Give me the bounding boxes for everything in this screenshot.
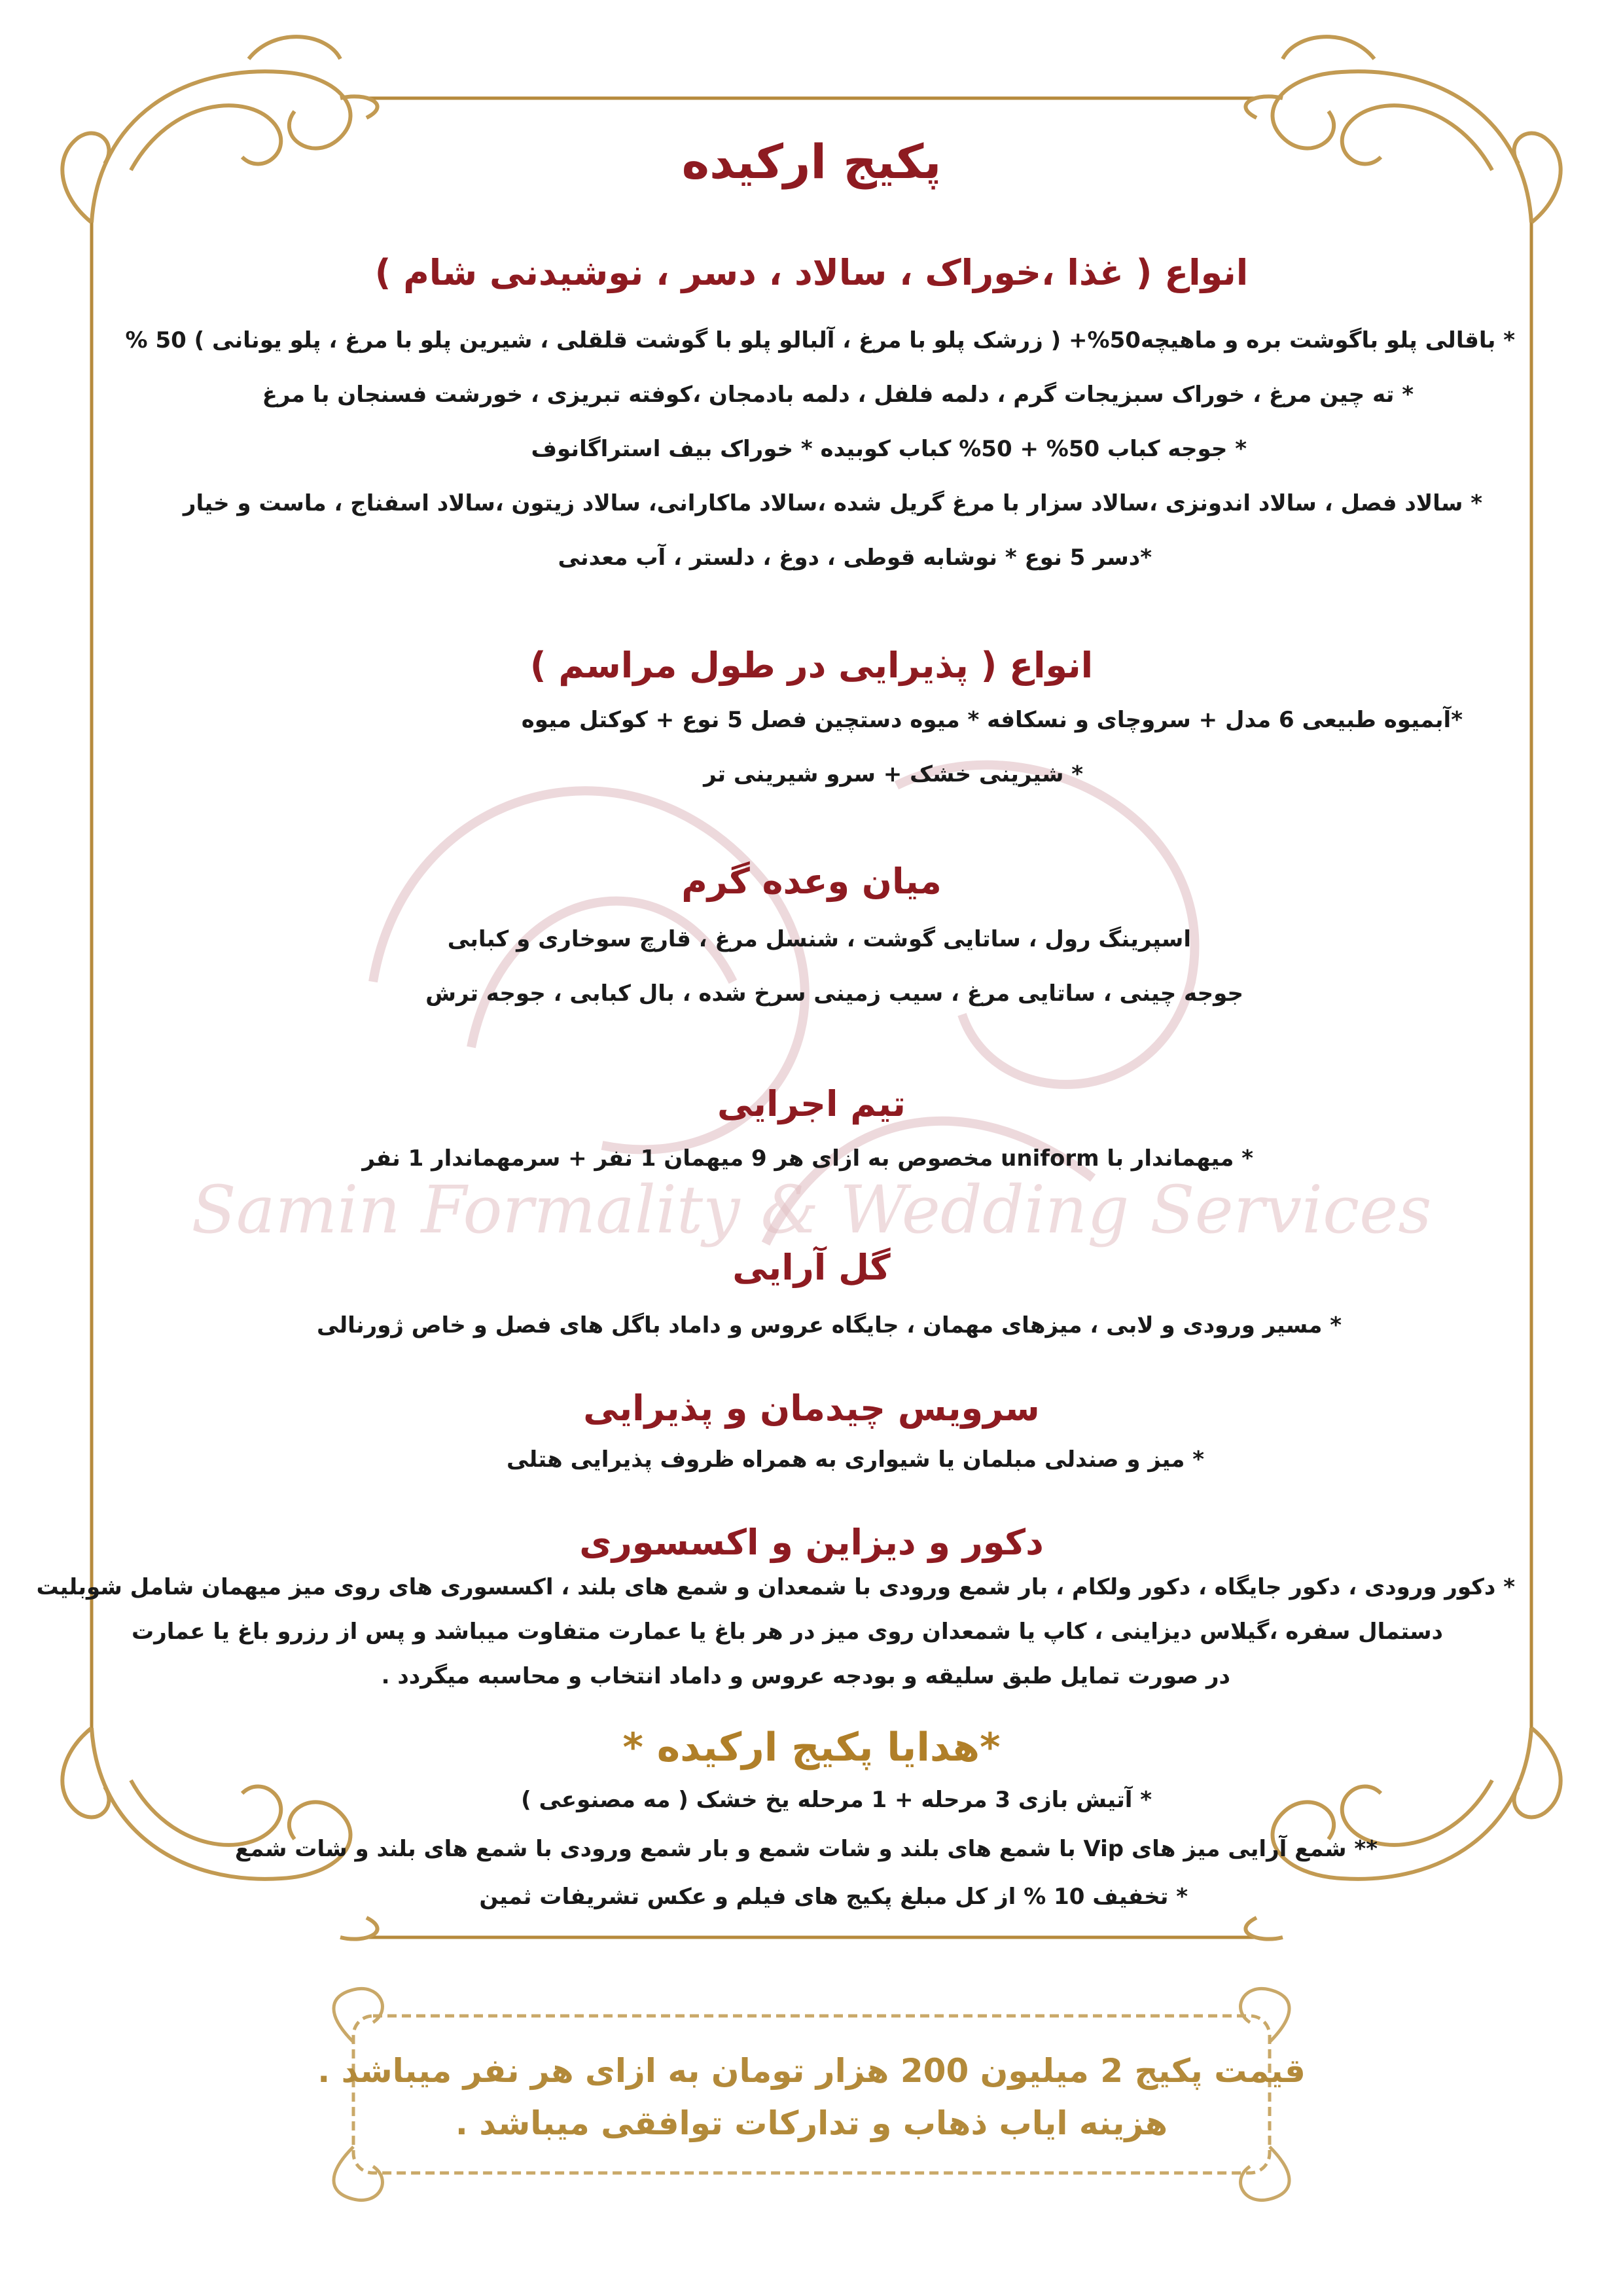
- snacks-line-2: جوجه چینی ، ساتایی مرغ ، سیب زمینی سرخ شده ، بال کبابی ، جوجه ترش: [425, 980, 1243, 1007]
- food-line-5: *دسر 5 نوع * نوشابه قوطی ، دوغ ، دلستر ، آب معدنی: [558, 545, 1152, 571]
- section-heading-decor: دکور و دیزاین و اکسسوری: [579, 1522, 1044, 1563]
- reception-line-1: *آبمیوه طبیعی 6 مدل + سروچای و نسکافه * میوه دستچین فصل 5 نوع + کوکتل میوه: [521, 707, 1463, 733]
- gifts-line-3: * تخفیف 10 % از کل مبلغ پکیج های فیلم و عکس تشریفات ثمین: [479, 1884, 1188, 1910]
- section-heading-snacks: میان وعده گرم: [681, 861, 942, 902]
- section-heading-flowers: گل آرایی: [732, 1247, 891, 1288]
- gifts-line-1: * آتیش بازی 3 مرحله + 1 مرحله یخ خشک ( مه مصنوعی ): [521, 1787, 1152, 1813]
- price-line-2: هزینه ایاب ذهاب و تدارکات توافقی میباشد .: [455, 2104, 1168, 2142]
- food-line-4: * سالاد فصل ، سالاد اندونزی ،سالاد سزار با مرغ گریل شده ،سالاد ماکارانی، سالاد زیتون ،سالاد اسفناج ، ماست و خیار: [183, 490, 1482, 516]
- price-line-1: قیمت پکیج 2 میلیون 200 هزار تومان به ازای هر نفر میباشد .: [317, 2052, 1306, 2090]
- watermark-subtitle: Samin Formality & Wedding Services: [191, 1172, 1432, 1248]
- service-line-1: * میز و صندلی مبلمان یا شیواری به همراه ظروف پذیرایی هتلی: [507, 1446, 1204, 1473]
- decor-line-3: در صورت تمایل طبق سلیقه و بودجه عروس و داماد انتخاب و محاسبه میگردد .: [381, 1663, 1230, 1689]
- page-title: پکیج ارکیده: [681, 134, 942, 189]
- section-heading-reception: انواع ( پذیرایی در طول مراسم ): [529, 645, 1094, 686]
- food-line-1: * باقالی پلو باگوشت بره و ماهیچه50%+ ( زرشک پلو با مرغ ، آلبالو پلو با گوشت قلقلی ، شیرین پلو با مرغ ، پلو یونانی ) 50 %: [125, 327, 1515, 353]
- snacks-line-1: اسپرینگ رول ، ساتایی گوشت ، شنسل مرغ ، قارچ سوخاری و کبابی: [447, 926, 1191, 952]
- section-heading-staff: تیم اجرایی: [717, 1083, 906, 1124]
- food-line-3: * جوجه کباب 50% + 50% کباب کوبیده * خوراک بیف استراگانوف: [531, 436, 1247, 462]
- section-heading-service: سرویس چیدمان و پذیرایی: [583, 1388, 1040, 1429]
- flowers-line-1: * مسیر ورودی و لابی ، میزهای مهمان ، جایگاه عروس و داماد باگل های فصل و خاص ژورنالی: [316, 1312, 1342, 1338]
- food-line-2: * ته چین مرغ ، خوراک سبزیجات گرم ، دلمه فلفل ، دلمه بادمجان ،کوفته تبریزی ، خورشت فسنجان با مرغ: [262, 382, 1414, 408]
- decor-line-1: * دکور ورودی ، دکور جایگاه ، دکور ولکام ، بار شمع ورودی با شمعدان و شمع های بلند ، اکسسوری های روی میز میهمان شامل شوبلیت: [36, 1574, 1515, 1600]
- gifts-line-2: ** شمع آرایی میز های Vip با شمع های بلند و شات شمع و بار شمع ورودی با شمع های بلند و شات شمع: [235, 1836, 1378, 1862]
- decor-line-2: دستمال سفره ،گیلاس دیزاینی ، کاپ یا شمعدان روی میز در هر باغ یا عمارت متفاوت میباشد و پس از رزرو باغ یا عمارت: [132, 1619, 1443, 1645]
- section-heading-gifts: *هدایا پکیج ارکیده *: [622, 1725, 1001, 1770]
- staff-line-1: * میهماندار با uniform مخصوص به ازای هر 9 میهمان 1 نفر + سرمهماندار 1 نفر: [362, 1145, 1253, 1172]
- section-heading-food: انواع ( غذا ،خوراک ، سالاد ، دسر ، نوشیدنی شام ): [374, 252, 1249, 293]
- reception-line-2: * شیرینی خشک + سرو شیرینی تر: [704, 761, 1083, 787]
